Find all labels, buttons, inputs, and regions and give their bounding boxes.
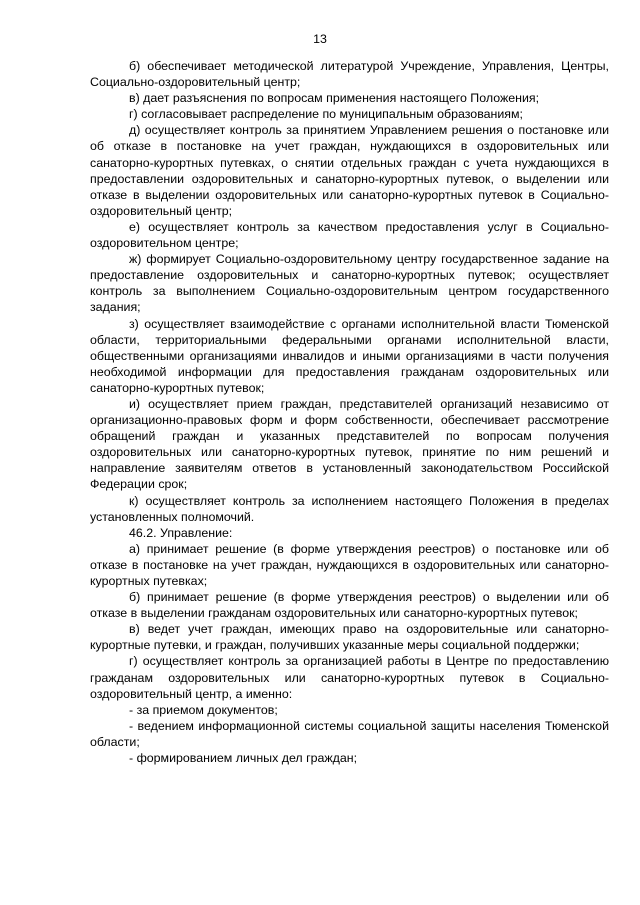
list-item: - ведением информационной системы социальной защиты населения Тюменской области; — [90, 718, 609, 749]
paragraph: в) дает разъяснения по вопросам применения настоящего Положения; — [129, 91, 540, 106]
page-number: 13 — [313, 32, 327, 46]
paragraph: г) осуществляет контроль за организацией работы в Центре по предоставлению гражданам оздоровительных или санаторно-курортных путевок в Социально-оздоровительный центр, а именно: — [90, 654, 609, 701]
document-body — [90, 58, 609, 766]
paragraph: г) согласовывает распределение по муниципальным образованиям; — [129, 107, 523, 122]
paragraph: к) осуществляет контроль за исполнением настоящего Положения в пределах установленных полномочий. — [90, 493, 609, 524]
paragraph: и) осуществляет прием граждан, представителей организаций независимо от организационно-правовых форм и форм собственности, обеспечивает рассмотрение обращений граждан и указанных представителей по вопросам получения оздоровительных или санаторно-курортных путевок, принятие по ним решений и направление заявителям ответов в установленный законодательством Российской Федерации срок; — [90, 396, 609, 492]
paragraph: ж) формирует Социально-оздоровительному центру государственное задание на предоставление оздоровительных и санаторно-курортных путевок; осуществляет контроль за выполнением Социально-оздоровительным центром государственного задания; — [90, 252, 609, 315]
section-heading: 46.2. Управление: — [129, 525, 233, 540]
paragraph: з) осуществляет взаимодействие с органами исполнительной власти Тюменской области, территориальными федеральными органами исполнительной власти, общественными организациями инвалидов и иными организациями в части получения необходимой информации для предоставления гражданам оздоровительных или санаторно-курортных путевок; — [90, 316, 609, 395]
paragraph: б) принимает решение (в форме утверждения реестров) о выделении или об отказе в выделении гражданам оздоровительных или санаторно-курортных путевок; — [90, 590, 609, 621]
paragraph: в) ведет учет граждан, имеющих право на оздоровительные или санаторно-курортные путевки, и граждан, получивших указанные меры социальной поддержки; — [90, 622, 609, 653]
paragraph: а) принимает решение (в форме утверждения реестров) о постановке или об отказе в постановке на учет граждан, нуждающихся в оздоровительных или санаторно-курортных путевках; — [90, 541, 609, 588]
list-item: - формированием личных дел граждан; — [129, 751, 358, 766]
list-item: - за приемом документов; — [129, 702, 278, 717]
paragraph: е) осуществляет контроль за качеством предоставления услуг в Социально-оздоровительном центре; — [90, 219, 609, 251]
paragraph: б) обеспечивает методической литературой Учреждение, Управления, Центры, Социально-оздоровительный центр; — [90, 59, 609, 90]
paragraph: д) осуществляет контроль за принятием Управлением решения о постановке или об отказе в постановке на учет граждан, нуждающихся в оздоровительных или санаторно-курортных путевках, о снятии отдельных граждан с учета нуждающихся в предоставлении оздоровительных и санаторно-курортных путевок, о выделении или отказе в выделении оздоровительных или санаторно-курортных путевок в Социально-оздоровительный центр; — [90, 123, 609, 218]
